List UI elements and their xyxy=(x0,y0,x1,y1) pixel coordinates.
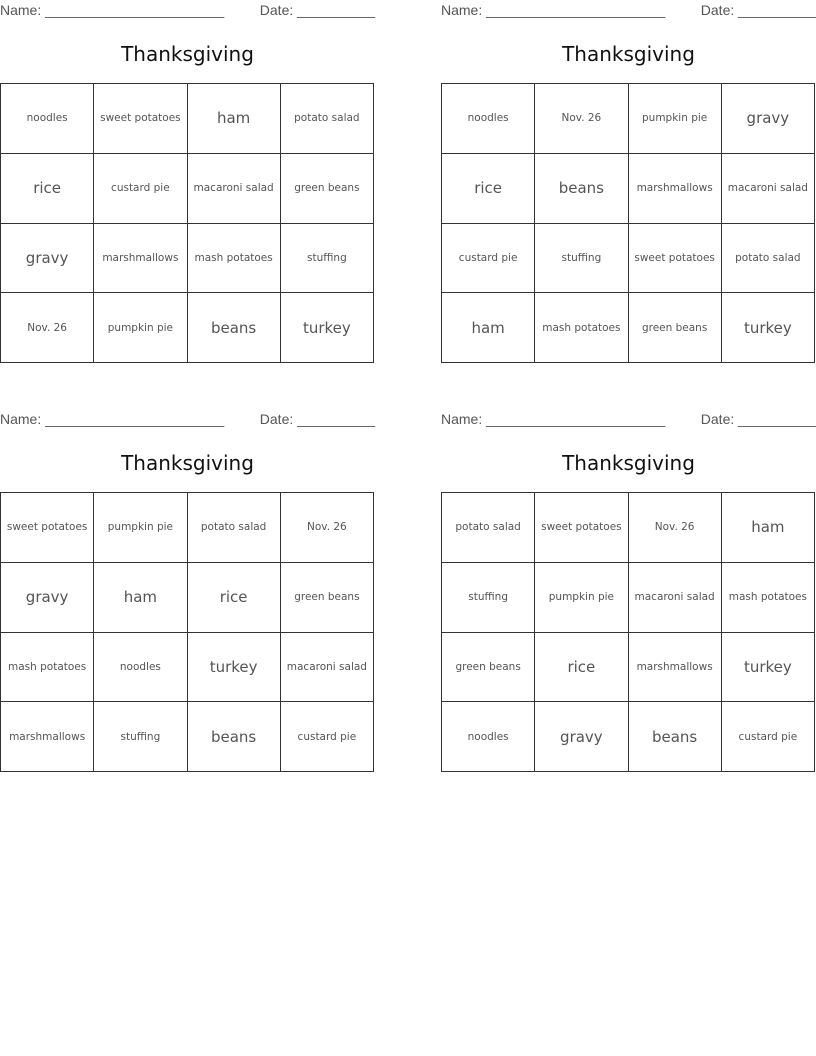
bingo-cell: green beans xyxy=(281,563,374,633)
bingo-cell: macaroni salad xyxy=(722,154,815,224)
name-field: Name: _______________________ xyxy=(441,411,666,427)
bingo-cell: potato salad xyxy=(188,493,281,563)
bingo-cell: mash potatoes xyxy=(535,293,628,363)
bingo-cell: noodles xyxy=(1,84,94,154)
bingo-cell: marshmallows xyxy=(94,224,187,294)
bingo-cell: beans xyxy=(535,154,628,224)
bingo-cell: stuffing xyxy=(94,702,187,772)
date-field: Date: __________ xyxy=(700,2,816,18)
bingo-cell: marshmallows xyxy=(629,633,722,703)
bingo-cell: pumpkin pie xyxy=(94,493,187,563)
bingo-cell: custard pie xyxy=(722,702,815,772)
card-title: Thanksgiving xyxy=(121,42,254,66)
bingo-cell: macaroni salad xyxy=(629,563,722,633)
bingo-card-4 xyxy=(441,409,816,746)
bingo-cell: sweet potatoes xyxy=(94,84,187,154)
bingo-cell: custard pie xyxy=(281,702,374,772)
date-field: Date: __________ xyxy=(259,411,375,427)
name-date-row xyxy=(0,0,375,22)
bingo-cell: ham xyxy=(722,493,815,563)
bingo-cell: rice xyxy=(188,563,281,633)
bingo-cell: sweet potatoes xyxy=(1,493,94,563)
bingo-cell: potato salad xyxy=(442,493,535,563)
name-date-row xyxy=(441,409,816,431)
bingo-cell: rice xyxy=(1,154,94,224)
bingo-cell: gravy xyxy=(535,702,628,772)
bingo-cell: beans xyxy=(188,702,281,772)
date-field: Date: __________ xyxy=(700,411,816,427)
bingo-cell: noodles xyxy=(442,702,535,772)
bingo-cell: rice xyxy=(442,154,535,224)
bingo-cell: turkey xyxy=(722,293,815,363)
bingo-cell: sweet potatoes xyxy=(535,493,628,563)
bingo-grid xyxy=(0,83,374,363)
bingo-cell: green beans xyxy=(281,154,374,224)
bingo-cell: stuffing xyxy=(535,224,628,294)
card-title: Thanksgiving xyxy=(562,451,695,475)
bingo-cell: marshmallows xyxy=(629,154,722,224)
bingo-cell: Nov. 26 xyxy=(629,493,722,563)
bingo-cell: noodles xyxy=(442,84,535,154)
bingo-grid xyxy=(0,492,374,772)
bingo-cell: stuffing xyxy=(442,563,535,633)
bingo-cell: Nov. 26 xyxy=(281,493,374,563)
bingo-card-3 xyxy=(0,409,375,746)
bingo-cell: green beans xyxy=(629,293,722,363)
name-field: Name: _______________________ xyxy=(0,2,225,18)
bingo-cell: noodles xyxy=(94,633,187,703)
bingo-cell: turkey xyxy=(722,633,815,703)
bingo-cell: mash potatoes xyxy=(188,224,281,294)
bingo-cell: mash potatoes xyxy=(722,563,815,633)
bingo-card-1 xyxy=(0,0,375,337)
bingo-cell: turkey xyxy=(281,293,374,363)
bingo-cell: potato salad xyxy=(281,84,374,154)
bingo-card-2 xyxy=(441,0,816,337)
bingo-cell: potato salad xyxy=(722,224,815,294)
bingo-cell: Nov. 26 xyxy=(535,84,628,154)
card-title: Thanksgiving xyxy=(121,451,254,475)
bingo-cell: ham xyxy=(442,293,535,363)
bingo-grid xyxy=(441,492,815,772)
name-date-row xyxy=(0,409,375,431)
bingo-cell: ham xyxy=(94,563,187,633)
bingo-cell: gravy xyxy=(722,84,815,154)
bingo-cell: stuffing xyxy=(281,224,374,294)
name-field: Name: _______________________ xyxy=(441,2,666,18)
bingo-grid xyxy=(441,83,815,363)
bingo-cell: pumpkin pie xyxy=(535,563,628,633)
bingo-cell: pumpkin pie xyxy=(94,293,187,363)
bingo-cell: beans xyxy=(629,702,722,772)
bingo-cell: custard pie xyxy=(442,224,535,294)
bingo-cell: macaroni salad xyxy=(188,154,281,224)
date-field: Date: __________ xyxy=(259,2,375,18)
bingo-cell: sweet potatoes xyxy=(629,224,722,294)
bingo-cell: gravy xyxy=(1,563,94,633)
bingo-cell: marshmallows xyxy=(1,702,94,772)
bingo-cell: gravy xyxy=(1,224,94,294)
bingo-cell: pumpkin pie xyxy=(629,84,722,154)
name-date-row xyxy=(441,0,816,22)
name-field: Name: _______________________ xyxy=(0,411,225,427)
bingo-cell: turkey xyxy=(188,633,281,703)
bingo-cell: Nov. 26 xyxy=(1,293,94,363)
bingo-cell: green beans xyxy=(442,633,535,703)
bingo-cell: beans xyxy=(188,293,281,363)
bingo-cell: ham xyxy=(188,84,281,154)
bingo-cell: macaroni salad xyxy=(281,633,374,703)
card-title: Thanksgiving xyxy=(562,42,695,66)
bingo-cell: rice xyxy=(535,633,628,703)
bingo-cell: custard pie xyxy=(94,154,187,224)
bingo-cell: mash potatoes xyxy=(1,633,94,703)
